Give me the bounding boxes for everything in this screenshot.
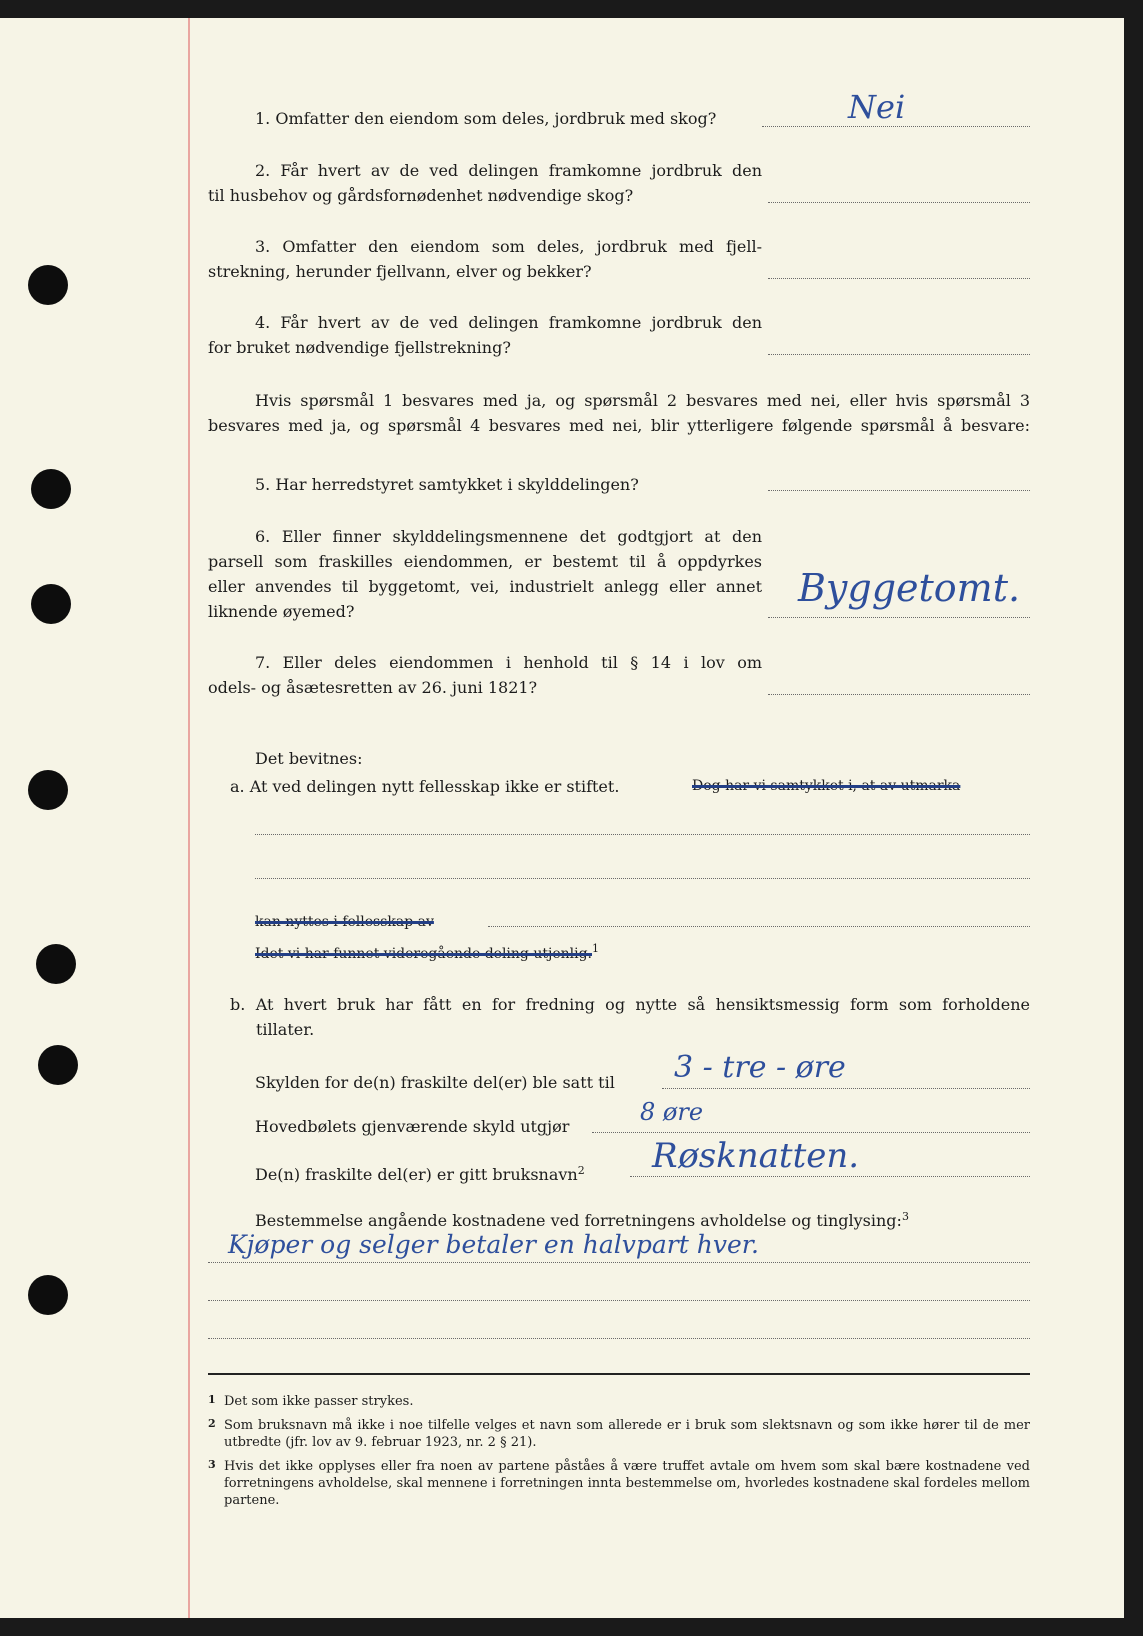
answer-6-handwritten: Byggetomt.	[798, 566, 1021, 610]
question-4-line-1: 4. Får hvert av de ved delingen framkomne jordbruk den	[255, 313, 762, 332]
attest-a-struck-3: Idet vi har funnet videregående deling utjenlig.	[255, 946, 592, 962]
attest-a-line-1[interactable]	[255, 834, 1030, 835]
attest-b-line-2: tillater.	[256, 1020, 315, 1039]
question-1: 1. Omfatter den eiendom som deles, jordbruk med skog?	[255, 109, 717, 128]
attest-a-label: a. At ved delingen nytt fellesskap ikke er stiftet.	[230, 777, 620, 796]
margin-line	[188, 18, 190, 1618]
punch-hole	[28, 265, 68, 305]
attest-a-line-3[interactable]	[488, 926, 1030, 927]
footnote-3	[208, 1458, 1030, 1509]
kost-label-wrap	[255, 1204, 909, 1233]
answer-line-1[interactable]	[762, 126, 1030, 127]
punch-hole	[31, 469, 71, 509]
question-2-line-1: 2. Får hvert av de ved delingen framkomne jordbruk den	[255, 161, 762, 180]
kost-label: Bestemmelse angående kostnadene ved forretningens avholdelse og tinglysing:	[255, 1211, 902, 1230]
hoved-value-handwritten: 8 øre	[640, 1098, 704, 1126]
question-4	[208, 310, 762, 360]
conditional-instruction	[208, 388, 1030, 438]
attest-a-struck-1: Dog har vi samtykket i, at av utmarka	[692, 778, 961, 794]
question-2	[208, 158, 762, 208]
footnote-3-text: Hvis det ikke opplyses eller fra noen av partene påståes å være truffet avtale om hvem som skal bære kostnadene ved forretningens avholdelse, skal mennene i forretningen innta bestemmelse om, hvorledes kostnadene skal fordeles mellom partene.	[224, 1459, 1030, 1508]
footnote-ref-3: 3	[901, 1210, 909, 1223]
question-7	[208, 650, 762, 700]
footnote-2-number: 2	[208, 1417, 216, 1430]
footnote-1-number: 1	[208, 1393, 216, 1406]
question-7-line-1: 7. Eller deles eiendommen i henhold til § 14 i lov om	[255, 653, 762, 672]
footnote-1-text: Det som ikke passer strykes.	[224, 1394, 414, 1409]
question-6-line-3: eller anvendes til byggetomt, vei, industrielt anlegg eller annet	[208, 577, 762, 596]
conditional-line-1: Hvis spørsmål 1 besvares med ja, og spørsmål 2 besvares med nei, eller hvis spørsmål 3	[255, 391, 1030, 410]
footnote-divider	[208, 1373, 1030, 1375]
bruksnavn-line[interactable]	[630, 1176, 1030, 1177]
footnote-2	[208, 1417, 1030, 1451]
attest-a-line-2[interactable]	[255, 878, 1030, 879]
answer-line-7[interactable]	[768, 694, 1030, 695]
question-6	[208, 524, 762, 624]
question-3-line-2: strekning, herunder fjellvann, elver og bekker?	[208, 262, 592, 281]
footnote-ref-2: 2	[577, 1164, 585, 1177]
attest-a-struck-2: kan nyttes i fellesskap av	[255, 914, 434, 930]
question-3	[208, 234, 762, 284]
answer-line-4[interactable]	[768, 354, 1030, 355]
punch-hole	[28, 770, 68, 810]
question-7-line-2: odels- og åsætesretten av 26. juni 1821?	[208, 678, 538, 697]
hoved-line[interactable]	[592, 1132, 1030, 1133]
footnote-ref-1: 1	[592, 942, 599, 955]
question-2-line-2: til husbehov og gårdsfornødenhet nødvendige skog?	[208, 186, 634, 205]
bruksnavn-value-handwritten: Røsknatten.	[652, 1136, 860, 1176]
answer-1-handwritten: Nei	[848, 88, 906, 126]
attest-b	[230, 992, 1030, 1042]
hoved-label: Hovedbølets gjenværende skyld utgjør	[255, 1117, 570, 1136]
form-page	[0, 18, 1124, 1618]
question-6-line-2: parsell som fraskilles eiendommen, er bestemt til å oppdyrkes	[208, 552, 762, 571]
attest-b-line-1: b. At hvert bruk har fått en for fredning og nytte så hensiktsmessig form som forholdene	[230, 995, 1030, 1014]
kost-line-1[interactable]	[208, 1262, 1030, 1263]
footnote-2-text: Som bruksnavn må ikke i noe tilfelle velges et navn som allerede er i bruk som slektsnavn og som ikke hører til de mer utbredte (jfr. lov av 9. februar 1923, nr. 2 § 21).	[224, 1418, 1030, 1450]
question-6-line-1: 6. Eller finner skylddelingsmennene det godtgjort at den	[255, 527, 762, 546]
attest-heading: Det bevitnes:	[255, 749, 363, 768]
bruksnavn-label-wrap	[255, 1158, 585, 1187]
question-3-line-1: 3. Omfatter den eiendom som deles, jordbruk med fjell-	[255, 237, 762, 256]
footnote-3-number: 3	[208, 1458, 216, 1471]
question-6-line-4: liknende øyemed?	[208, 602, 355, 621]
bruksnavn-label: De(n) fraskilte del(er) er gitt bruksnavn	[255, 1165, 578, 1184]
answer-line-5[interactable]	[768, 490, 1030, 491]
answer-line-2[interactable]	[768, 202, 1030, 203]
conditional-line-2: besvares med ja, og spørsmål 4 besvares med nei, blir ytterligere følgende spørsmål å besvare:	[208, 416, 1030, 435]
punch-hole	[38, 1045, 78, 1085]
punch-hole	[31, 584, 71, 624]
skyld-line[interactable]	[662, 1088, 1030, 1089]
answer-line-6[interactable]	[768, 617, 1030, 618]
question-5: 5. Har herredstyret samtykket i skylddelingen?	[255, 475, 639, 494]
question-4-line-2: for bruket nødvendige fjellstrekning?	[208, 338, 511, 357]
skyld-value-handwritten: 3 - tre - øre	[674, 1050, 846, 1085]
punch-hole	[28, 1275, 68, 1315]
punch-hole	[36, 944, 76, 984]
answer-line-3[interactable]	[768, 278, 1030, 279]
attest-a-struck-3-wrap	[255, 936, 599, 967]
footnote-1	[208, 1393, 1030, 1410]
kost-value-handwritten: Kjøper og selger betaler en halvpart hver.	[228, 1230, 759, 1259]
skyld-label: Skylden for de(n) fraskilte del(er) ble satt til	[255, 1073, 615, 1092]
kost-line-2[interactable]	[208, 1300, 1030, 1301]
kost-line-3[interactable]	[208, 1338, 1030, 1339]
